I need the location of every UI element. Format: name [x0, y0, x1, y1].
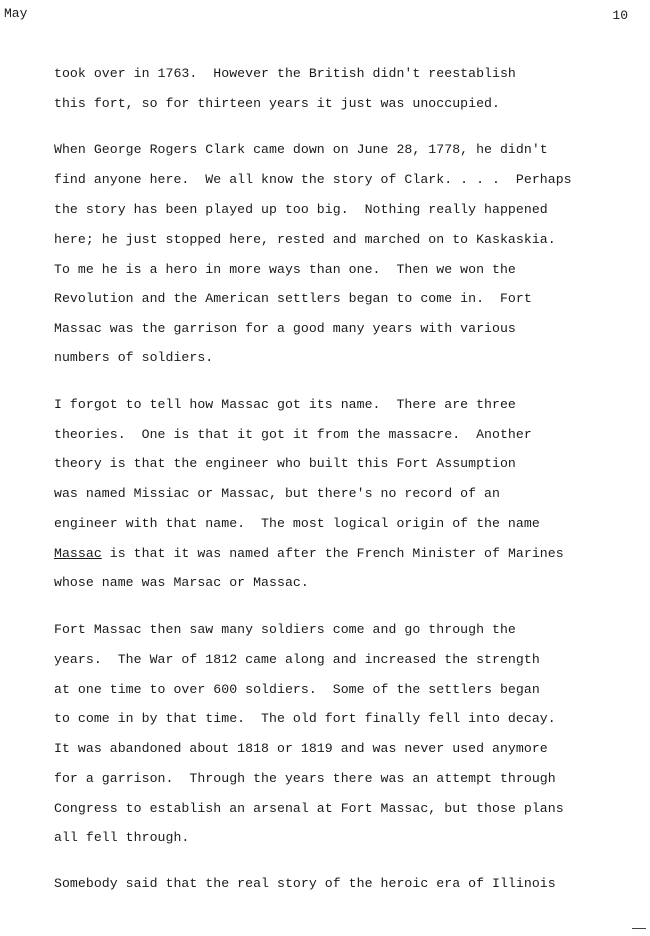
text-line: theories. One is that it got it from the massacre. Another: [54, 427, 532, 442]
text-line-rest: is that it was named after the French Minister of Marines: [101, 546, 564, 561]
page-edge-mark: [632, 928, 646, 929]
text-line: Massac was the garrison for a good many years with various: [54, 321, 516, 336]
text-line: to come in by that time. The old fort finally fell into decay.: [54, 711, 556, 726]
text-line: theory is that the engineer who built this Fort Assumption: [54, 456, 516, 471]
header-date: May: [4, 6, 28, 21]
text-line: all fell through.: [54, 830, 190, 845]
text-line: was named Missiac or Massac, but there's no record of an: [54, 486, 500, 501]
text-line: the story has been played up too big. Nothing really happened: [54, 202, 548, 217]
text-line: Revolution and the American settlers began to come in. Fort: [54, 291, 532, 306]
text-line: at one time to over 600 soldiers. Some of the settlers began: [54, 682, 540, 697]
text-line: When George Rogers Clark came down on June 28, 1778, he didn't: [54, 142, 548, 157]
text-line: find anyone here. We all know the story of Clark. . . . Perhaps: [54, 172, 572, 187]
text-line: for a garrison. Through the years there was an attempt through: [54, 771, 556, 786]
text-line: I forgot to tell how Massac got its name. There are three: [54, 397, 516, 412]
page-number: 10: [612, 8, 628, 23]
text-line: here; he just stopped here, rested and marched on to Kaskaskia.: [54, 232, 556, 247]
text-line: Fort Massac then saw many soldiers come and go through the: [54, 622, 516, 637]
text-line: this fort, so for thirteen years it just was unoccupied.: [54, 96, 500, 111]
text-line: took over in 1763. However the British didn't reestablish: [54, 66, 516, 81]
text-line: engineer with that name. The most logical origin of the name: [54, 516, 540, 531]
text-line: Somebody said that the real story of the heroic era of Illinois: [54, 876, 556, 891]
text-line: [54, 546, 564, 561]
text-line: Congress to establish an arsenal at Fort Massac, but those plans: [54, 801, 564, 816]
text-line: whose name was Marsac or Massac.: [54, 575, 309, 590]
underlined-word: Massac: [54, 546, 102, 561]
text-line: years. The War of 1812 came along and increased the strength: [54, 652, 540, 667]
text-line: To me he is a hero in more ways than one. Then we won the: [54, 262, 516, 277]
text-line: numbers of soldiers.: [54, 350, 214, 365]
text-line: It was abandoned about 1818 or 1819 and was never used anymore: [54, 741, 548, 756]
